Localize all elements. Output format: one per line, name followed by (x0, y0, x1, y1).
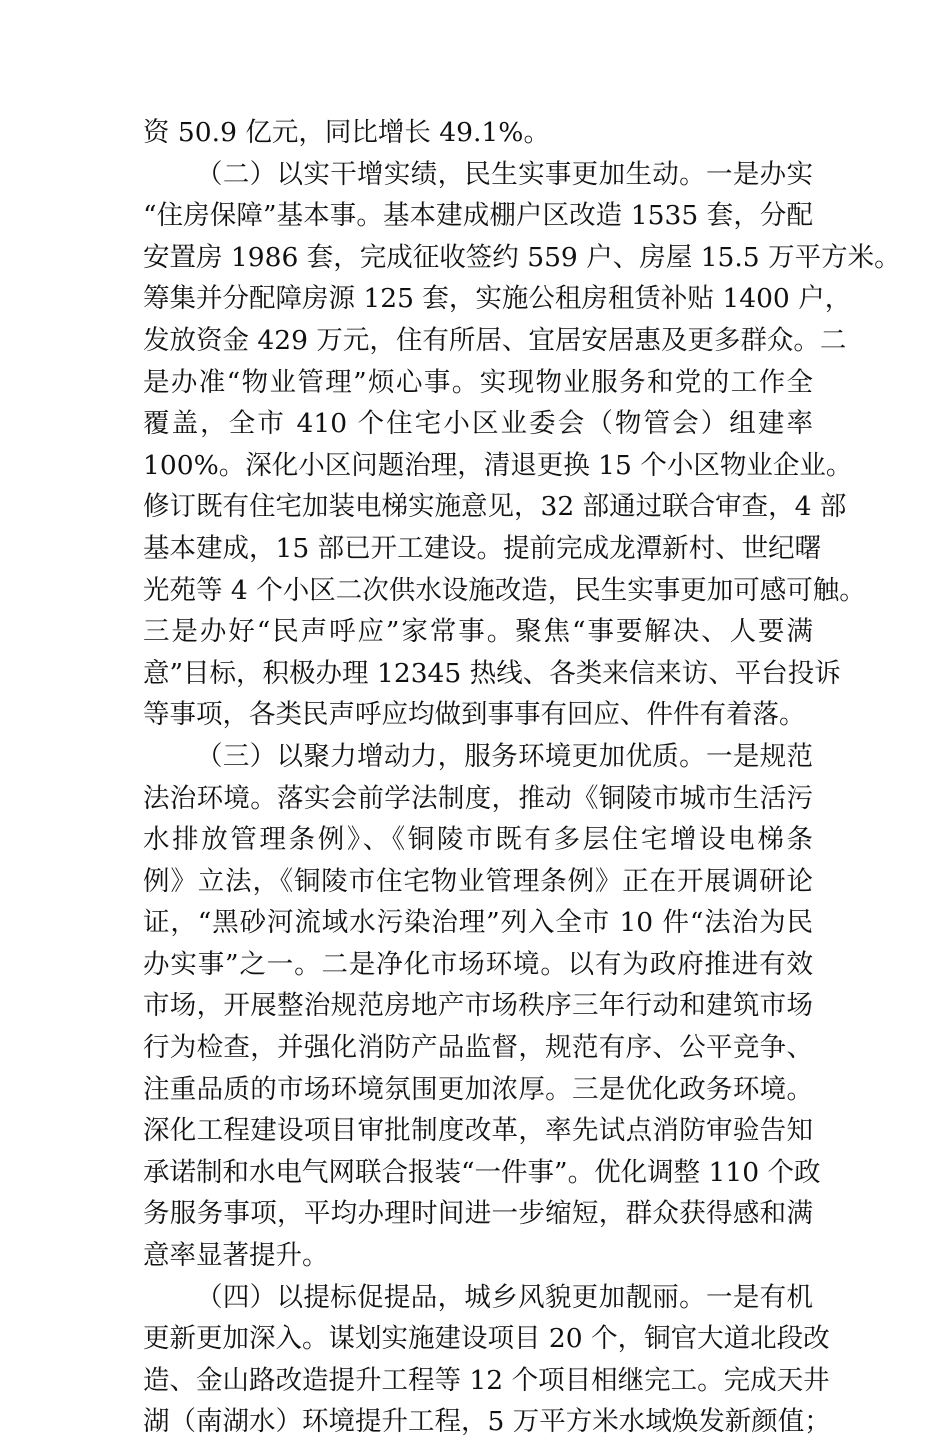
text-line: 行为检查，并强化消防产品监督，规范有序、公平竞争、 (143, 1032, 813, 1064)
text-line: 水排放管理条例》、《铜陵市既有多层住宅增设电梯条 (143, 824, 813, 856)
text-line: 办实事”之一。二是净化市场环境。以有为政府推进有效 (143, 948, 813, 980)
paragraph-first-line: （四）以提标促提品，城乡风貌更加靓丽。一是有机 (196, 1281, 813, 1313)
text-line: 筹集并分配障房源 125 套，实施公租房租赁补贴 1400 户， (143, 283, 852, 315)
text-line: 注重品质的市场环境氛围更加浓厚。三是优化政务环境。 (143, 1073, 813, 1105)
text-line: 更新更加深入。谋划实施建设项目 20 个，铜官大道北段改 (143, 1323, 830, 1355)
text-line: 发放资金 429 万元，住有所居、宜居安居惠及更多群众。二 (143, 324, 847, 356)
paragraph-first-line: （二）以实干增实绩，民生实事更加生动。一是办实 (196, 158, 813, 190)
text-line: 是办准“物业管理”烦心事。实现物业服务和党的工作全 (143, 366, 813, 398)
text-line: “住房保障”基本事。基本建成棚户区改造 1535 套，分配 (143, 200, 813, 232)
text-line: 造、金山路改造提升工程等 12 个项目相继完工。完成天井 (143, 1364, 830, 1396)
text-line: 100%。深化小区问题治理，清退更换 15 个小区物业企业。 (143, 449, 853, 481)
text-line: 意率显著提升。 (143, 1240, 329, 1272)
text-line: 资 50.9 亿元，同比增长 49.1%。 (143, 117, 550, 148)
paragraph-first-line: （三）以聚力增动力，服务环境更加优质。一是规范 (196, 740, 813, 772)
text-line: 意”目标，积极办理 12345 热线、各类来信来访、平台投诉 (143, 657, 841, 689)
text-line: 湖（南湖水）环境提升工程，5 万平方米水域焕发新颜值； (143, 1406, 831, 1438)
text-line: 基本建成，15 部已开工建设。提前完成龙潭新村、世纪曙 (143, 532, 822, 564)
text-line: 法治环境。落实会前学法制度，推动《铜陵市城市生活污 (143, 782, 813, 814)
text-line: 修订既有住宅加装电梯实施意见，32 部通过联合审查，4 部 (143, 491, 847, 523)
text-line: 证，“黑砂河流域水污染治理”列入全市 10 件“法治为民 (143, 907, 813, 939)
text-line: 市场，开展整治规范房地产市场秩序三年行动和建筑市场 (143, 990, 813, 1022)
text-line: 务服务事项，平均办理时间进一步缩短，群众获得感和满 (143, 1198, 813, 1230)
text-line: 光苑等 4 个小区二次供水设施改造，民生实事更加可感可触。 (143, 574, 866, 606)
text-line: 覆盖，全市 410 个住宅小区业委会（物管会）组建率 (143, 408, 813, 440)
text-line: 深化工程建设项目审批制度改革，率先试点消防审验告知 (143, 1115, 813, 1147)
body-text (143, 112, 901, 1443)
text-line: 例》立法，《铜陵市住宅物业管理条例》正在开展调研论 (143, 865, 813, 897)
text-line: 承诺制和水电气网联合报装“一件事”。优化调整 110 个政 (143, 1156, 821, 1188)
text-line: 三是办好“民声呼应”家常事。聚焦“事要解决、人要满 (143, 616, 813, 648)
text-line: 安置房 1986 套，完成征收签约 559 户、房屋 15.5 万平方米。 (143, 241, 901, 273)
text-line: 等事项，各类民声呼应均做到事事有回应、件件有着落。 (143, 699, 806, 731)
